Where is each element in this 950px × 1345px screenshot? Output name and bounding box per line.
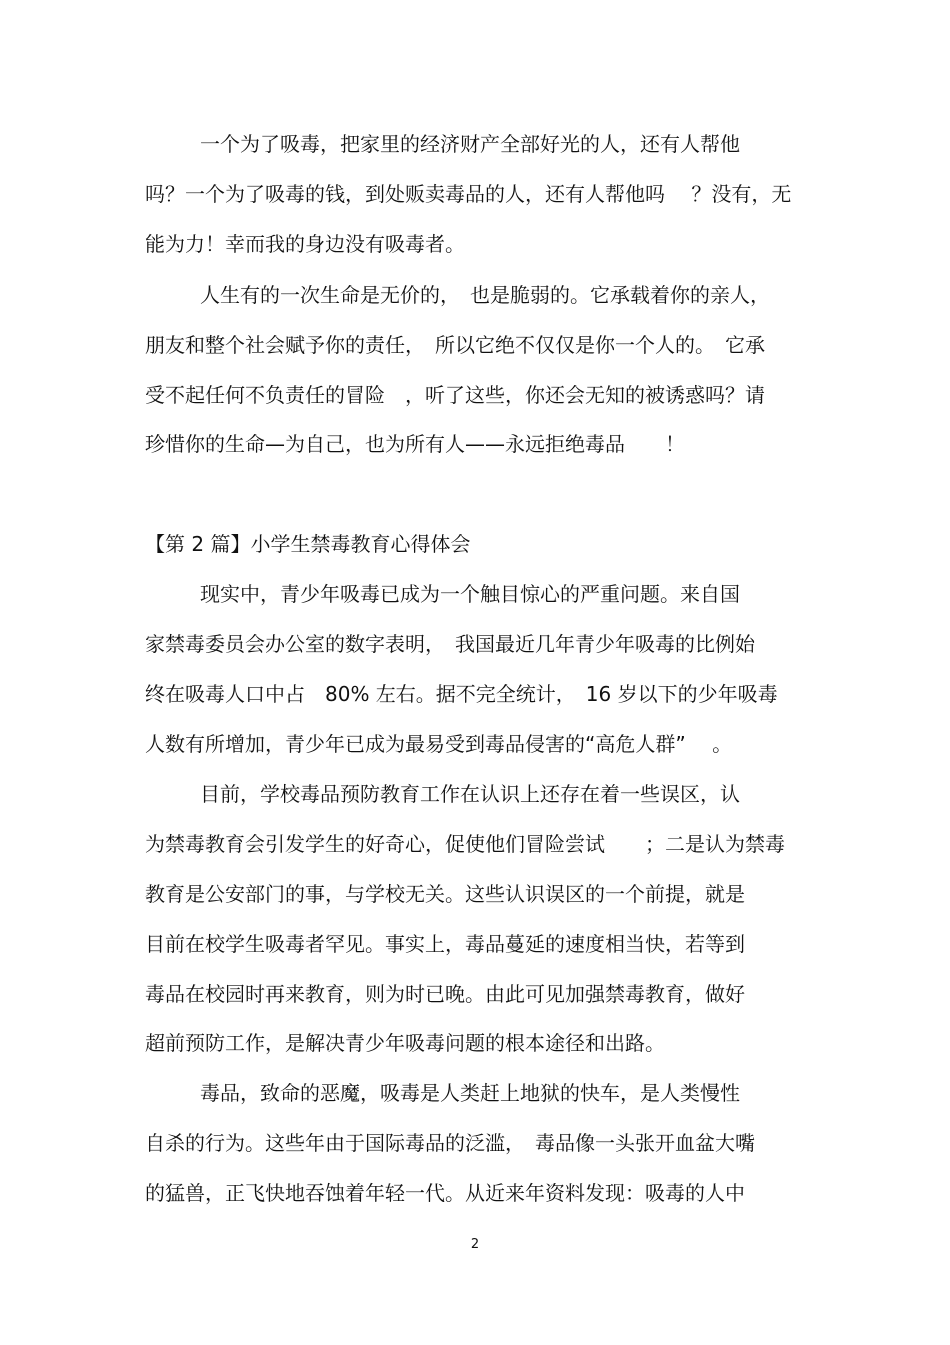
section-heading: 【第 2 篇】小学生禁毒教育心得体会: [145, 532, 471, 556]
text-line: 终在吸毒人口中占 80% 左右。据不完全统计， 16 岁以下的少年吸毒: [145, 682, 778, 706]
text-line: 目前，学校毒品预防教育工作在认识上还存在着一些误区，认: [200, 782, 740, 806]
text-line: 人数有所增加，青少年已成为最易受到毒品侵害的“高危人群” 。: [145, 732, 733, 756]
text-line: 吗？一个为了吸毒的钱，到处贩卖毒品的人，还有人帮他吗 ？没有，无: [145, 182, 792, 206]
text-line: 自杀的行为。这些年由于国际毒品的泛滥， 毒品像一头张开血盆大嘴: [145, 1131, 755, 1155]
text-line: 现实中，青少年吸毒已成为一个触目惊心的严重问题。来自国: [200, 582, 740, 606]
text-line: 超前预防工作，是解决青少年吸毒问题的根本途径和出路。: [145, 1031, 665, 1055]
text-line: 目前在校学生吸毒者罕见。事实上，毒品蔓延的速度相当快，若等到: [145, 932, 745, 956]
text-line: 为禁毒教育会引发学生的好奇心，促使他们冒险尝试 ；二是认为禁毒: [145, 832, 785, 856]
text-line: 毒品在校园时再来教育，则为时已晚。由此可见加强禁毒教育，做好: [145, 982, 745, 1006]
text-line: 一个为了吸毒，把家里的经济财产全部好光的人，还有人帮他: [200, 132, 740, 156]
text-line: 人生有的一次生命是无价的， 也是脆弱的。它承载着你的亲人，: [200, 283, 770, 307]
text-line: 珍惜你的生命—为自己，也为所有人——永远拒绝毒品 ！: [145, 432, 685, 456]
text-line: 教育是公安部门的事，与学校无关。这些认识误区的一个前提，就是: [145, 882, 745, 906]
text-line: 的猛兽，正飞快地吞蚀着年轻一代。从近来年资料发现：吸毒的人中: [145, 1181, 745, 1205]
text-line: 受不起任何不负责任的冒险 ，听了这些，你还会无知的被诱惑吗？请: [145, 383, 765, 407]
page-number: 2: [470, 1237, 480, 1252]
text-line: 朋友和整个社会赋予你的责任， 所以它绝不仅仅是你一个人的。 它承: [145, 333, 765, 357]
text-line: 能为力！幸而我的身边没有吸毒者。: [145, 232, 465, 256]
text-line: 毒品，致命的恶魔，吸毒是人类赶上地狱的快车，是人类慢性: [200, 1081, 740, 1105]
text-line: 家禁毒委员会办公室的数字表明， 我国最近几年青少年吸毒的比例始: [145, 632, 755, 656]
